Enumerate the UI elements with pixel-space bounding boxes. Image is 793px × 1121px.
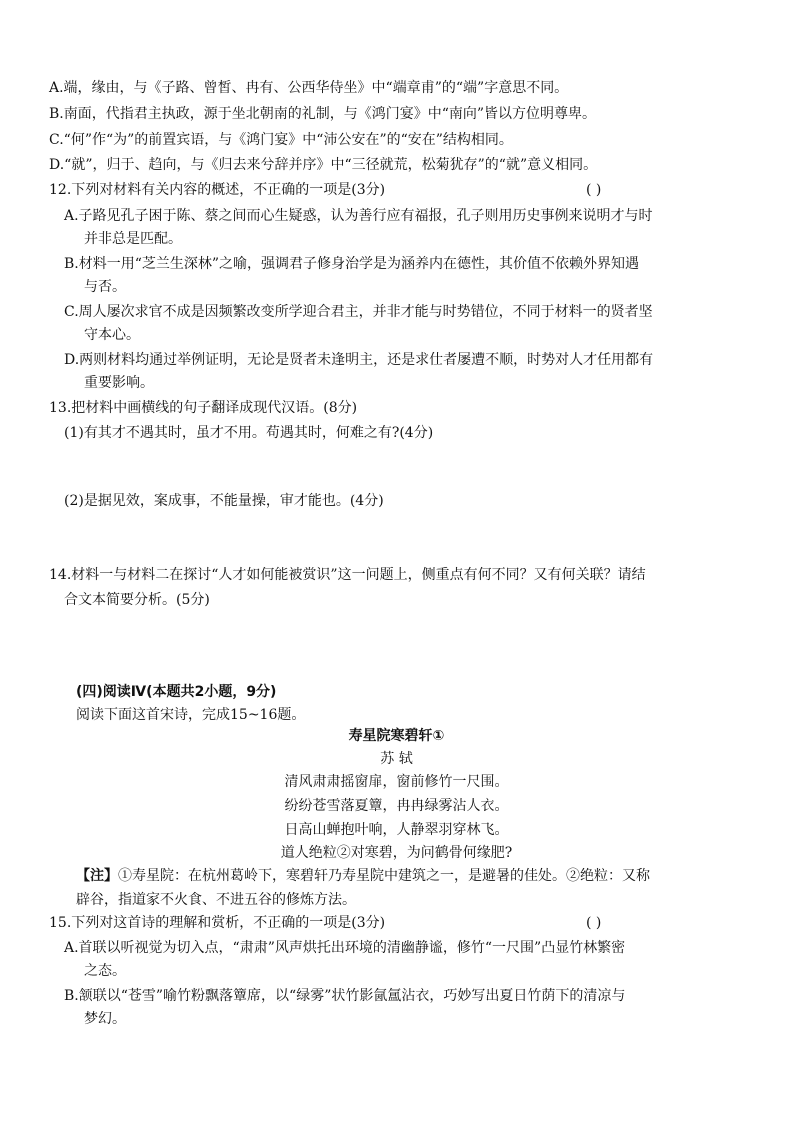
q11-option-c: C.“何”作“为”的前置宾语，与《鸿门宴》中“沛公安在”的“安在”结构相同。 [49,132,513,148]
q12-option-a-line1: A.子路见孔子困于陈、蔡之间而心生疑惑，认为善行应有福报，孔子则用历史事例来说明才与时 [64,208,653,224]
q12-option-c-line1: C.周人屡次求官不成是因频繁改变所学迎合君主，并非才能与时势错位，不同于材料一的贤者坚 [64,304,653,320]
q14-line1: 14.材料一与材料二在探讨“人才如何能被赏识”这一问题上，侧重点有何不同？又有何关联？请结 [49,567,646,583]
q13-sentence-1: (1)有其才不遇其时，虽才不用。苟遇其时，何难之有?(4分) [64,425,434,441]
q12-stem: 12.下列对材料有关内容的概述，不正确的一项是(3分) [49,182,386,198]
q12-option-a-line2: 并非总是匹配。 [84,231,182,247]
q15-stem: 15.下列对这首诗的理解和赏析，不正确的一项是(3分) [49,915,386,931]
q11-option-d: D.“就”，归于、趋向，与《归去来兮辞并序》中“三径就荒，松菊犹存”的“就”意义相同。 [49,157,598,173]
q15-option-b-line1: B.颔联以“苍雪”喻竹粉飘落簟席，以“绿雾”状竹影氤氲沾衣，巧妙写出夏日竹荫下的清凉与 [64,988,626,1004]
note-text-1: ①寿星院：在杭州葛岭下，寒碧轩乃寿星院中建筑之一，是避暑的佳处。②绝粒：又称 [118,868,650,884]
q15-option-a-line2: 之态。 [84,963,126,979]
q12-option-b-line2: 与否。 [84,279,126,295]
section4-heading: (四)阅读Ⅳ(本题共2小题，9分) [76,684,277,700]
q11-option-a: A.端，缘由，与《子路、曾皙、冉有、公西华侍坐》中“端章甫”的“端”字意思不同。 [49,80,569,96]
q12-option-d-line1: D.两则材料均通过举例证明，无论是贤者未逢明主，还是求仕者屡遭不顺，时势对人才任用都有 [64,352,654,368]
q12-option-c-line2: 守本心。 [84,327,140,343]
poem-line-4: 道人绝粒②对寒碧，为问鹤骨何缘肥? [280,845,513,861]
q12-answer-bracket: ( ) [586,182,602,198]
q14-line2: 合文本简要分析。(5分) [64,592,210,608]
poem-note-line2: 辟谷，指道家不火食、不进五谷的修炼方法。 [76,892,356,908]
q13-stem: 13.把材料中画横线的句子翻译成现代汉语。(8分) [49,400,358,416]
q13-sentence-2: (2)是据见效，案成事，不能量操，审才能也。(4分) [64,493,384,509]
q15-answer-bracket: ( ) [586,915,602,931]
q12-option-d-line2: 重要影响。 [84,375,154,391]
q11-option-b: B.南面，代指君主执政，源于坐北朝南的礼制，与《鸿门宴》中“南向”皆以方位明尊卑。 [49,106,597,122]
q15-option-a-line1: A.首联以听视觉为切入点，“肃肃”风声烘托出环境的清幽静谧，修竹“一尺围”凸显竹林繁密 [64,940,626,956]
poem-title: 寿星院寒碧轩① [348,728,445,744]
section4-intro: 阅读下面这首宋诗，完成15~16题。 [76,707,306,723]
q15-option-b-line2: 梦幻。 [84,1011,126,1027]
poem-author: 苏 轼 [380,751,413,767]
q12-option-b-line1: B.材料一用“芝兰生深林”之喻，强调君子修身治学是为涵养内在德性，其价值不依赖外界知遇 [64,256,640,272]
poem-line-2: 纷纷苍雪落夏簟，冉冉绿雾沾人衣。 [284,798,509,814]
poem-line-1: 清风肃肃摇窗扉，窗前修竹一尺围。 [284,774,509,790]
note-label: 【注】 [76,868,118,884]
poem-note-line1 [76,866,650,886]
poem-line-3: 日高山蝉抱叶响，人静翠羽穿林飞。 [284,822,509,838]
